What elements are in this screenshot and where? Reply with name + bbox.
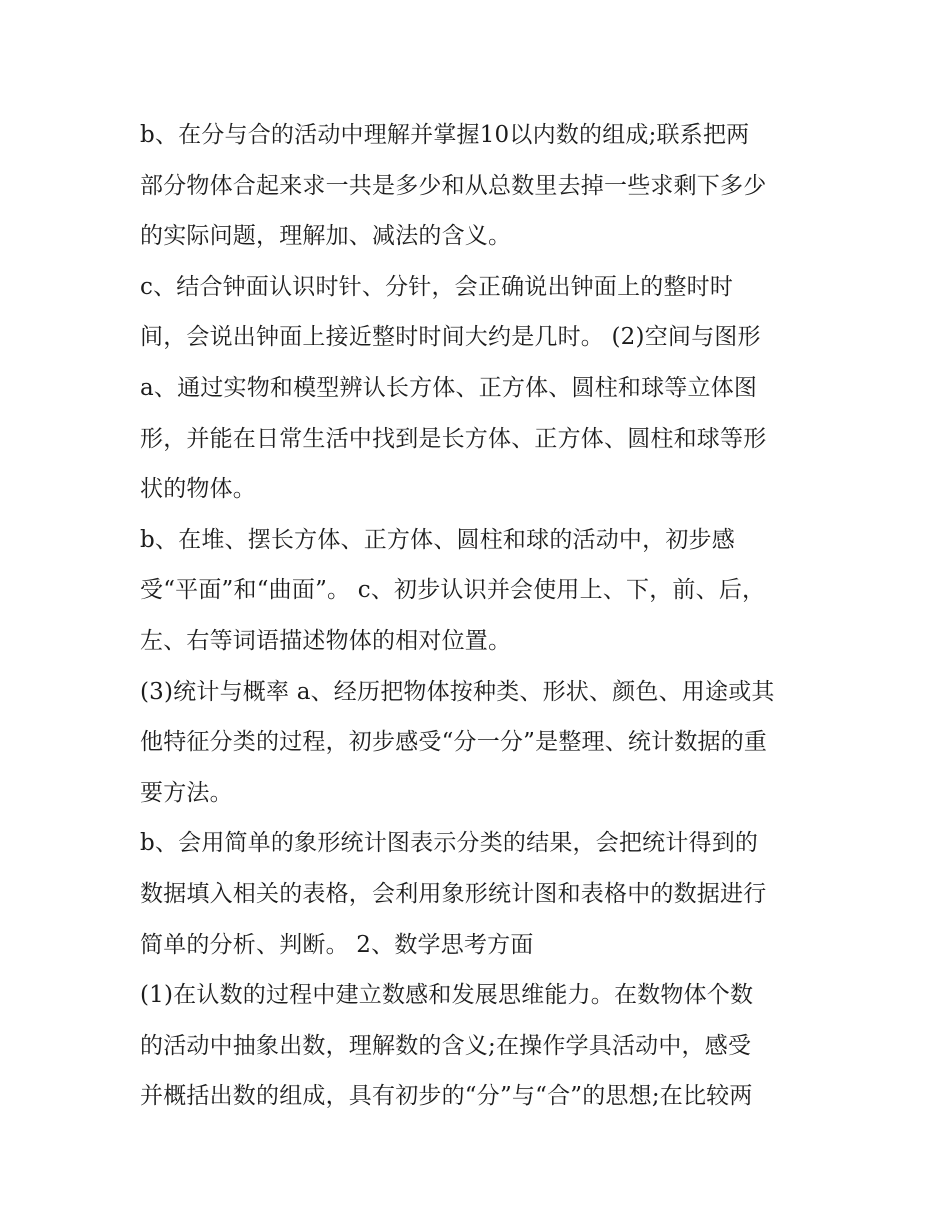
text-line: 部分物体合起来求一共是多少和从总数里去掉一些求剩下多少 xyxy=(140,172,767,199)
text-line: 间，会说出钟面上接近整时时间大约是几时。 (2)空间与图形 xyxy=(140,324,761,351)
text-line: a、通过实物和模型辨认长方体、正方体、圆柱和球等立体图 xyxy=(140,374,758,401)
text-line: 的活动中抽象出数，理解数的含义;在操作学具活动中，感受 xyxy=(140,1032,752,1059)
text-line: 左、右等词语描述物体的相对位置。 xyxy=(140,627,512,654)
text-line: 受“平面”和“曲面”。 c、初步认识并会使用上、下，前、后， xyxy=(140,577,766,604)
document-body xyxy=(140,110,820,1122)
text-line: 的实际问题，理解加、减法的含义。 xyxy=(140,223,512,250)
text-line: 数据填入相关的表格，会利用象形统计图和表格中的数据进行 xyxy=(140,880,767,907)
text-line: b、在堆、摆长方体、正方体、圆柱和球的活动中，初步感 xyxy=(140,526,735,553)
text-line: 他特征分类的过程，初步感受“分一分”是整理、统计数据的重 xyxy=(140,729,768,756)
text-line: (1)在认数的过程中建立数感和发展思维能力。在数物体个数 xyxy=(140,982,754,1009)
text-line: 状的物体。 xyxy=(140,476,256,503)
text-line: c、结合钟面认识时针、分针，会正确说出钟面上的整时时 xyxy=(140,273,734,300)
text-line: b、在分与合的活动中理解并掌握10以内数的组成;联系把两 xyxy=(140,122,750,148)
text-line: 要方法。 xyxy=(140,779,233,806)
text-line: b、会用简单的象形统计图表示分类的结果，会把统计得到的 xyxy=(140,830,759,857)
text-line: (3)统计与概率 a、经历把物体按种类、形状、颜色、用途或其 xyxy=(140,678,775,705)
text-line: 形，并能在日常生活中找到是长方体、正方体、圆柱和球等形 xyxy=(140,425,767,452)
text-line: 简单的分析、判断。 2、数学思考方面 xyxy=(140,931,534,958)
text-line: 并概括出数的组成，具有初步的“分”与“合”的思想;在比较两 xyxy=(140,1083,753,1110)
